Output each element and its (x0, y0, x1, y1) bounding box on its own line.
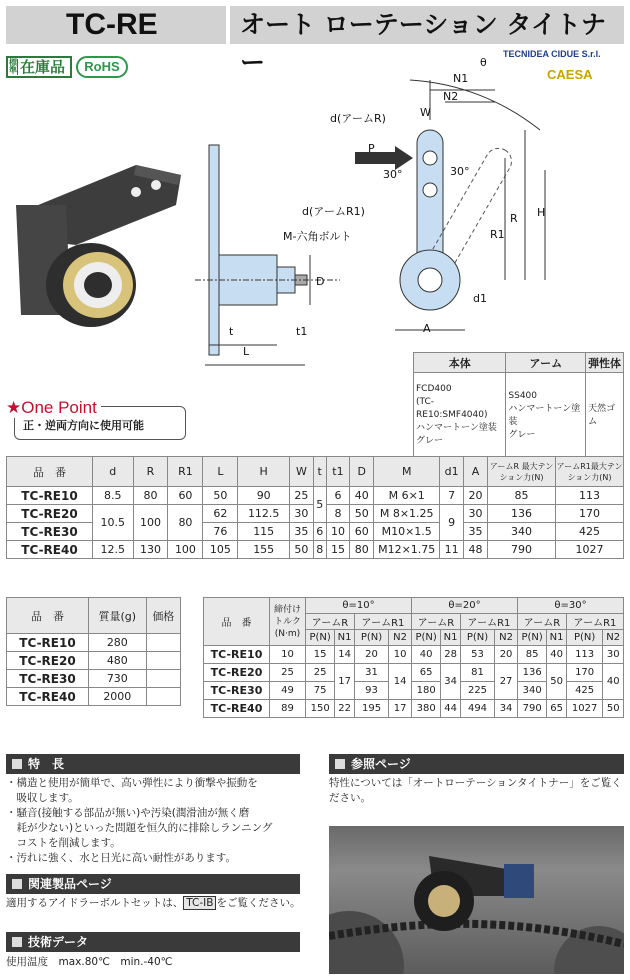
table-row: TC-RE30 49 75 93 180 225 340 425 (204, 682, 624, 700)
stock-badge-label: 在庫品 (20, 58, 66, 76)
dim-t1: t1 (296, 325, 308, 338)
list-item: ・汚れに強く、水と日光に高い耐性があります。 (6, 852, 236, 864)
dim-d-arm-r1: d(アームR1) (302, 205, 365, 218)
side-view-drawing (355, 60, 625, 350)
table-row: TC-RE40 2000 (7, 688, 181, 706)
one-point-box: 正・逆両方向に使用可能 (14, 406, 186, 440)
dim-n2: N2 (443, 90, 459, 103)
related-heading: 関連製品ページ (6, 874, 300, 894)
dim-theta: θ (480, 56, 487, 69)
stock-badge (6, 56, 72, 78)
dim-w: W (420, 106, 431, 119)
mat-elastic: 天然ゴム (586, 373, 624, 459)
rohs-badge: RoHS (76, 56, 128, 78)
stock-badge-small: 標準 (9, 58, 17, 75)
mat-body: FCD400 (TC-RE10:SMF4040) ハンマートーン塗装 グレー (414, 373, 506, 459)
dim-d-arm-r: d(アームR) (330, 112, 386, 125)
dim-d1: d1 (473, 292, 487, 305)
reference-text: 特性については「オートローテーションタイトナー」をご覧く ださい。 (329, 777, 622, 804)
features-heading: 特 長 (6, 754, 300, 774)
features-list (6, 776, 306, 866)
dim-p: P (368, 142, 375, 155)
mat-arm: SS400 ハンマートーン塗装 グレー (506, 373, 586, 459)
table-row: TC-RE40 89 150 22 195 17 380 44 494 34 790 65 1027 50 (204, 700, 624, 718)
materials-table (413, 352, 624, 459)
table-row: TC-RE10 8.5 80 60 50 90 25 5 6 40 M 6×1 7 20 85 113 (7, 487, 624, 505)
torque-table: 品 番 締付けトルク(N·m) θ=10° θ=20° θ=30° アームR アームR1 アームR アームR1 アームR アームR1 P(N) N1 P(N) N2 P(N) N1 P(N) N2 P(N) N1 P(N) N2 TC-RE10 10 15 14 20 10 40 28 53 20 85 40 113 30 TC-RE20 25 25 17 31 14 65 34 81 27 136 50 170 40 TC-RE30 49 75 93 180 225 340 425 TC-RE40 89 150 22 195 17 380 44 494 34 790 65 1027 50 (203, 597, 624, 718)
list-item: ・騒音(接触する部品が無い)や汚染(潤滑油が無く磨 (6, 807, 250, 819)
tc-ib-link[interactable]: TC-IB (183, 896, 216, 910)
dim-n1: N1 (453, 72, 469, 85)
dim-30a: 30° (383, 168, 403, 181)
tecnidea-logo: TECNIDEA CIDUE S.r.l. (503, 49, 601, 59)
tech-heading: 技術データ (6, 932, 300, 952)
caesa-logo: CAESA (547, 67, 593, 82)
product-title: オート ローテーション タイトナー (230, 6, 624, 44)
dim-hex-bolt: M-六角ボルト (283, 230, 352, 243)
mat-header-elastic: 弾性体 (586, 353, 624, 373)
weight-table: 品 番 質量(g) 価格 TC-RE10 280 TC-RE20 480 TC-RE30 730 TC-RE40 2000 (6, 597, 181, 706)
product-code: TC-RE (6, 6, 226, 44)
table-row: TC-RE20 10.5 100 80 62 112.5 30 8 50 M 8×1.25 9 30 136 170 (7, 505, 624, 523)
dim-h: H (537, 206, 546, 219)
dim-d: D (316, 275, 325, 288)
list-item: 吸収します。 (6, 792, 79, 804)
table-row: TC-RE10 10 15 14 20 10 40 28 53 20 85 40 113 30 (204, 646, 624, 664)
table-row: TC-RE10 280 (7, 634, 181, 652)
table-row: TC-RE30 76 115 35 6 10 60 M10×1.5 35 340 425 (7, 523, 624, 541)
table-row: TC-RE20 25 25 17 31 14 65 34 81 27 136 50 170 40 (204, 664, 624, 682)
spec-table: 品 番 d R R1 L H W t t1 D M d1 A アームR 最大テンション力(N) アームR1最大テンション力(N) TC-RE10 8.5 80 60 50 90 25 5 6 40 M 6×1 7 20 85 113 TC-RE20 10.5 100 80 62 112.5 30 8 50 M 8×1.25 9 30 136 170 TC-RE30 76 115 35 6 10 60 M10×1.5 35 340 425 TC-RE40 12.5 130 100 105 155 50 8 15 80 M12×1.75 11 48 790 1027 (6, 456, 624, 559)
mat-header-body: 本体 (414, 353, 506, 373)
application-photo (329, 826, 624, 974)
list-item: ・構造と使用が簡単で、高い弾性により衝撃や振動を (6, 777, 258, 789)
front-view-drawing (195, 130, 345, 370)
dim-a: A (423, 322, 431, 335)
dim-30b: 30° (450, 165, 470, 178)
one-point-title: ★One Point (6, 398, 101, 418)
dim-r: R (510, 212, 518, 225)
tech-text: 使用温度 max.80℃ min.-40℃ (6, 956, 173, 968)
reference-heading: 参照ページ (329, 754, 624, 774)
list-item: 耗が少ない)といった問題を恒久的に排除しランニング (6, 822, 273, 834)
related-text: 適用するアイドラーボルトセットは、 TC-IB をご覧ください。 (6, 897, 301, 909)
table-row: TC-RE40 12.5 130 100 105 155 50 8 15 80 M12×1.75 11 48 790 1027 (7, 541, 624, 559)
product-illustration (6, 130, 196, 330)
dim-t: t (229, 325, 234, 338)
table-row: TC-RE20 480 (7, 652, 181, 670)
mat-header-arm: アーム (506, 353, 586, 373)
list-item: コストを削減します。 (6, 837, 121, 849)
dim-r1: R1 (490, 228, 505, 241)
dim-l: L (243, 345, 250, 358)
table-row: TC-RE30 730 (7, 670, 181, 688)
